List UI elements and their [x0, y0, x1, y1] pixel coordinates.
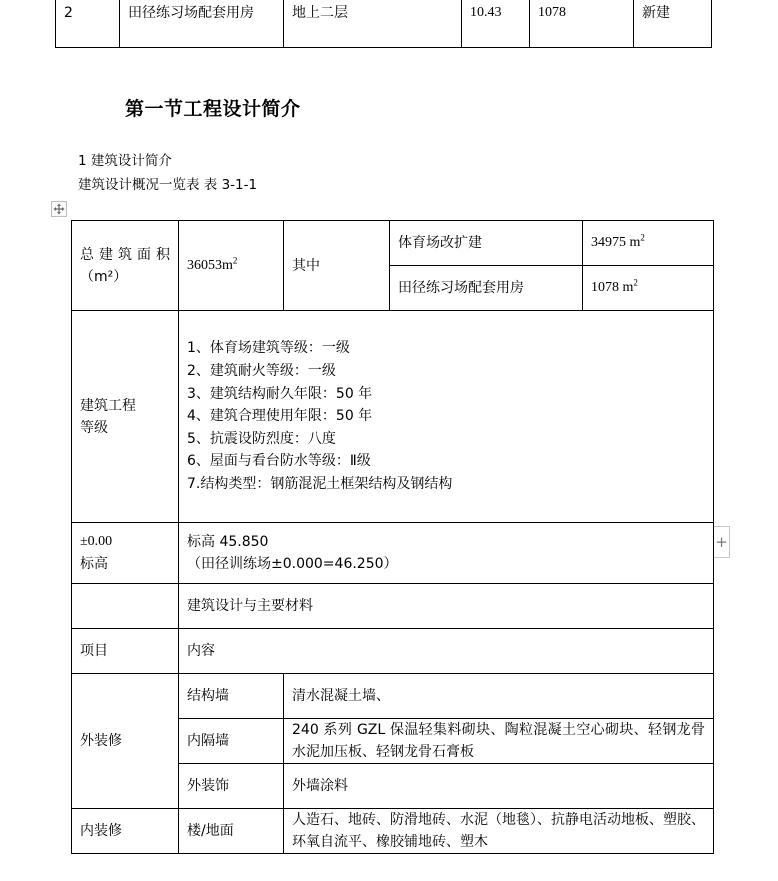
table-row [72, 584, 714, 629]
total-area-value: 36053m [187, 257, 233, 273]
sub-item-sup: 2 [640, 232, 645, 243]
design-overview-table [71, 220, 714, 854]
grade-item: 4、建筑合理使用年限：50 年 [187, 408, 373, 425]
sub-item-sup: 2 [633, 277, 638, 288]
exterior-label: 外装修 [72, 674, 179, 809]
grade-item: 3、建筑结构耐久年限：50 年 [187, 385, 373, 402]
elevation-value: （田径训练场±0.000=46.250） [187, 556, 398, 572]
table-caption: 建筑设计概况一览表 表 3-1-1 [78, 177, 258, 193]
grade-label: 等级 [80, 419, 108, 436]
sub-item-name: 体育场改扩建 [390, 221, 583, 266]
empty-cell [72, 584, 179, 629]
interior-item-content: 人造石、地砖、防滑地砖、水泥（地毯）、抗静电活动地板、塑胶、环氧自流平、橡胶铺地砖、塑木 [284, 809, 714, 854]
grade-item: 5、抗震设防烈度：八度 [187, 430, 336, 447]
exterior-item-content: 清水混凝土墙、 [284, 674, 714, 719]
interior-label: 内装修 [72, 809, 179, 854]
sub-item-value: 1078 m [591, 280, 634, 295]
grade-item: 6、屋面与看台防水等级：Ⅱ级 [187, 453, 371, 470]
area-cell: 1078 [530, 0, 634, 48]
grade-item: 1、体育场建筑等级：一级 [187, 340, 350, 357]
elevation-value: 标高 45.850 [187, 534, 269, 550]
table-row [72, 311, 714, 523]
section-heading: 第一节工程设计简介 [125, 98, 301, 120]
item-label: 项目 [72, 629, 179, 674]
total-area-label: 总建筑面积 [80, 246, 170, 263]
table-row [72, 674, 714, 719]
elevation-label-cell [72, 523, 179, 584]
elevation-label: 标高 [80, 556, 108, 572]
exterior-item-content: 240 系列 GZL 保温轻集料砌块、陶粒混凝土空心砌块、轻钢龙骨水泥加压板、轻钢龙骨石膏板 [284, 719, 714, 764]
exterior-item-name: 结构墙 [179, 674, 284, 719]
sub-item-value-cell [583, 266, 714, 311]
total-area-unit: （m²） [80, 268, 128, 285]
table-move-handle-icon[interactable] [51, 201, 67, 217]
add-column-button[interactable]: + [713, 526, 730, 558]
table-row [72, 523, 714, 584]
grade-items-cell [179, 311, 714, 523]
project-summary-table [55, 0, 712, 48]
grade-item: 7.结构类型：钢筋混泥土框架结构及钢结构 [187, 475, 453, 492]
row-number-cell: 2 [56, 0, 120, 48]
materials-heading: 建筑设计与主要材料 [179, 584, 714, 629]
elevation-value-cell [179, 523, 714, 584]
exterior-item-name: 内隔墙 [179, 719, 284, 764]
elevation-label: ±0.00 [80, 534, 113, 549]
interior-item-name: 楼/地面 [179, 809, 284, 854]
sub-item-value: 34975 m [591, 235, 641, 250]
table-row [72, 809, 714, 854]
grade-label-cell [72, 311, 179, 523]
exterior-item-content: 外墙涂料 [284, 764, 714, 809]
table-row [72, 221, 714, 266]
total-area-sup: 2 [232, 254, 238, 265]
exterior-item-name: 外装饰 [179, 764, 284, 809]
floors-cell: 地上二层 [284, 0, 462, 48]
grade-label: 建筑工程 [80, 397, 136, 414]
among-label-cell: 其中 [284, 221, 390, 311]
height-cell: 10.43 [462, 0, 530, 48]
table-row [56, 0, 712, 48]
table-row [72, 629, 714, 674]
sub-item-value-cell [583, 221, 714, 266]
type-cell: 新建 [634, 0, 712, 48]
total-area-value-cell [179, 221, 284, 311]
subheading-design-intro: 1 建筑设计简介 [78, 153, 172, 169]
grade-item: 2、建筑耐火等级：一级 [187, 363, 336, 380]
sub-item-name: 田径练习场配套用房 [390, 266, 583, 311]
content-label: 内容 [179, 629, 714, 674]
total-area-label-cell [72, 221, 179, 311]
building-name-cell: 田径练习场配套用房 [120, 0, 284, 48]
